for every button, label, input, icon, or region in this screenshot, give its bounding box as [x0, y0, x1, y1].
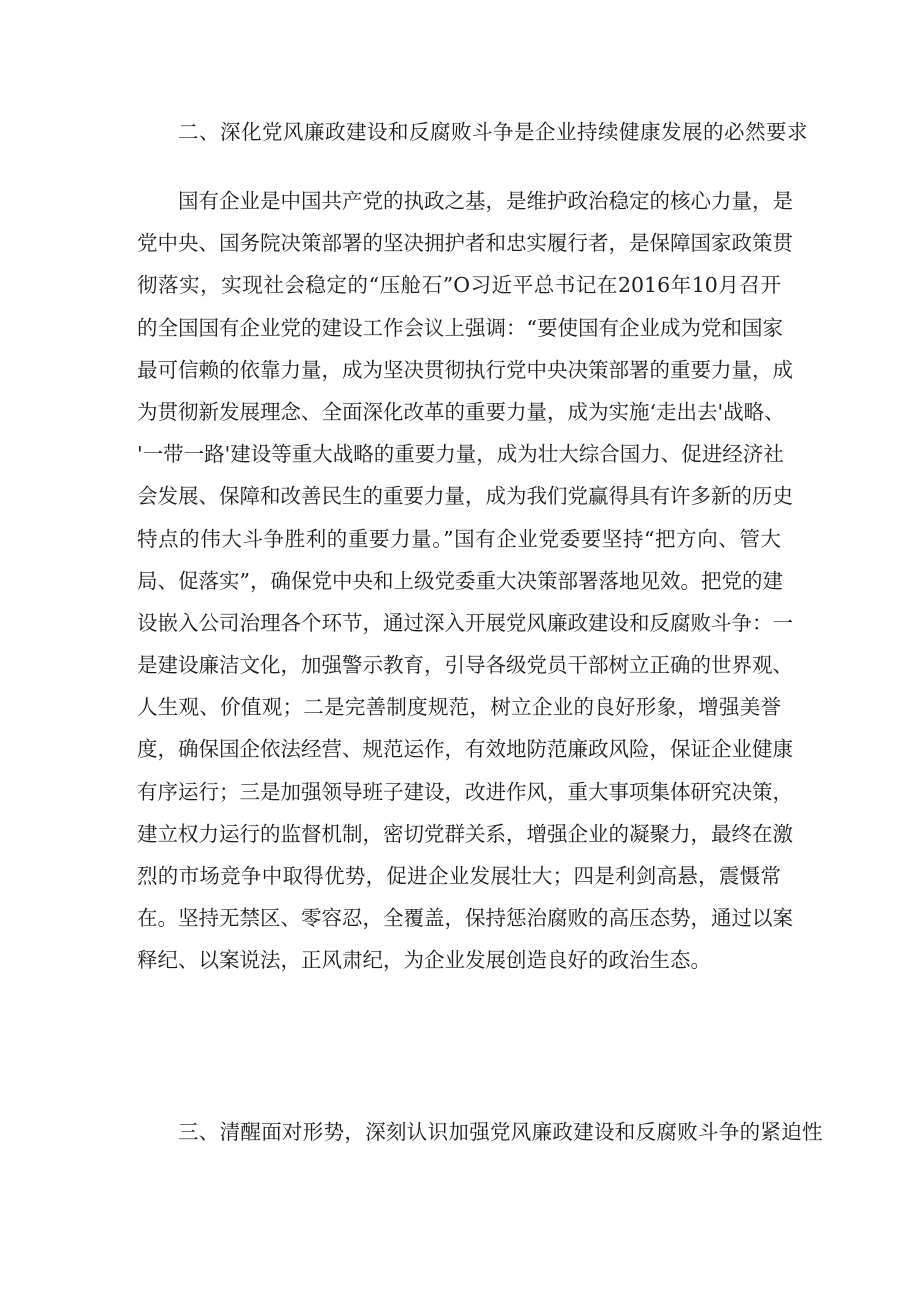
paragraph-line: 党中央、国务院决策部署的坚决拥护者和忠实履行者，是保障国家政策贯 — [137, 231, 793, 256]
paragraph-line: 烈的市场竞争中取得优势，促进企业发展壮大；四是利剑高悬，震慑常 — [137, 864, 781, 888]
paragraph-line: 人生观、价值观；二是完善制度规范，树立企业的良好形象，增强美誉 — [137, 695, 781, 720]
paragraph-line: 最可信赖的依靠力量，成为坚决贯彻执行党中央决策部署的重要力量，成 — [137, 357, 793, 382]
paragraph-line: 国有企业是中国共产党的执政之基，是维护政治稳定的核心力量，是 — [178, 189, 793, 213]
paragraph-line: '一带一路'建设等重大战略的重要力量，成为壮大综合国力、促进经济社 — [137, 442, 784, 467]
paragraph-line: 是建设廉洁文化，加强警示教育，引导各级党员干部树立正确的世界观、 — [137, 653, 793, 678]
section-heading-three: 三、清醒面对形势，深刻认识加强党风廉政建设和反腐败斗争的紧迫性 — [178, 1120, 823, 1144]
paragraph-line: 会发展、保障和改善民生的重要力量，成为我们党赢得具有许多新的历史 — [137, 484, 793, 509]
paragraph-line: 建立权力运行的监督机制，密切党群关系，增强企业的凝聚力，最终在激 — [137, 821, 793, 846]
section-heading-two: 二、深化党风廉政建设和反腐败斗争是企业持续健康发展的必然要求 — [178, 120, 808, 144]
paragraph-line: 彻落实，实现社会稳定的“压舱石”O习近平总书记在2016年10月召开 — [137, 273, 781, 298]
paragraph-line: 释纪、以案说法，正风肃纪，为企业发展创造良好的政治生态。 — [137, 948, 711, 973]
paragraph-line: 设嵌入公司治理各个环节，通过深入开展党风廉政建设和反腐败斗争：一 — [137, 610, 793, 635]
paragraph-line: 特点的伟大斗争胜利的重要力量。”国有企业党委要坚持“把方向、管大 — [137, 526, 781, 551]
paragraph-line: 度，确保国企依法经营、规范运作，有效地防范廉政风险，保证企业健康 — [137, 737, 793, 762]
paragraph-line: 在。坚持无禁区、零容忍，全覆盖，保持惩治腐败的高压态势，通过以案 — [137, 906, 793, 931]
section-two-paragraph — [137, 180, 793, 982]
paragraph-line: 的全国国有企业党的建设工作会议上强调：“要使国有企业成为党和国家 — [137, 315, 783, 340]
paragraph-line: 有序运行；三是加强领导班子建设，改进作风，重大事项集体研究决策， — [137, 779, 793, 804]
paragraph-line: 为贯彻新发展理念、全面深化改革的重要力量，成为实施‘走出去'战略、 — [137, 399, 785, 424]
paragraph-line: 局、促落实”，确保党中央和上级党委重大决策部署落地见效。把党的建 — [137, 568, 783, 593]
